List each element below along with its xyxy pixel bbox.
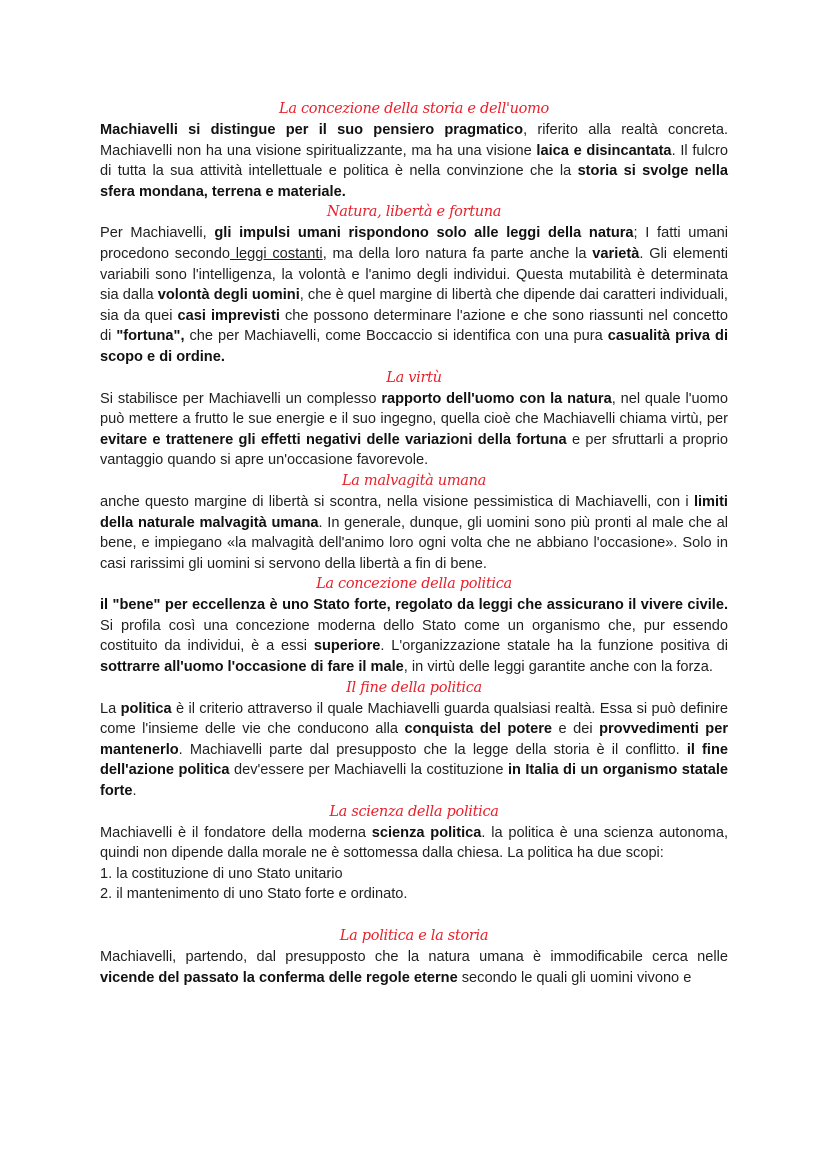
bold-text: evitare e trattenere gli effetti negativi delle variazioni della fortuna xyxy=(100,431,567,448)
text-run: , riferito alla realtà concreta. Machiavelli non ha una visione spiritualizzante, ma ha una visione xyxy=(100,122,728,159)
text-run: La xyxy=(100,700,121,717)
text-run: Machiavelli, partendo, dal presupposto che la natura umana è immodificabile cerca nelle xyxy=(100,949,728,965)
underlined-text: leggi costanti xyxy=(229,245,323,262)
section-la-scienza-della-politica xyxy=(100,802,728,926)
text-run: . Machiavelli parte dal presupposto che la legge della storia è il conflitto. xyxy=(178,741,687,758)
bold-text: limiti della naturale malvagità umana xyxy=(100,493,728,531)
bold-text: storia si svolge nella sfera mondana, terrena e materiale. xyxy=(100,163,728,200)
bold-text: volontà degli uomini xyxy=(157,287,300,304)
text-run: dev'essere per Machiavelli la costituzione xyxy=(229,762,508,779)
text-run: . Gli elementi variabili sono l'intelligenza, la volontà e l'animo degli individui. Questa mutabilità è determinata sia dalla xyxy=(100,245,728,304)
text-run: ; I fatti umani procedono secondo xyxy=(100,225,729,262)
bold-text: il "bene" per eccellenza è uno Stato forte, regolato da leggi che assicurano il vivere civile. xyxy=(100,597,728,614)
bold-text: politica xyxy=(120,700,172,717)
text-run: e dei xyxy=(552,721,600,738)
text-run: . Il fulcro di tutta la sua attività intellettuale e politica è nella convinzione che la xyxy=(100,142,729,180)
section-heading: Il fine della politica xyxy=(346,679,482,696)
text-run: . In generale, dunque, gli uomini sono più pronti al male che al bene, e impiegano «la malvagità dell'animo loro ogni volta che ne abbiano l'occasione». Solo in casi rarissimi gli uomini si servono della libertà a fin di bene. xyxy=(100,514,728,572)
bold-text: provvedimenti per mantenerlo xyxy=(100,721,729,758)
section-heading: La concezione della politica xyxy=(316,576,512,593)
bold-text: vicende del passato la conferma delle regole eterne xyxy=(100,969,458,986)
text-run: e per sfruttarli a proprio vantaggio quando si apre un'occasione favorevole. xyxy=(100,431,728,469)
section-heading: La scienza della politica xyxy=(329,803,499,820)
bold-text: "fortuna", xyxy=(116,328,185,345)
section-la-virtu xyxy=(100,368,728,471)
section-heading: La virtù xyxy=(386,369,442,386)
text-run: secondo le quali gli uomini vivono e xyxy=(457,969,692,986)
section-natura-liberta-e-fortuna xyxy=(100,202,728,367)
text-run: , in virtù delle leggi garantite anche con la forza. xyxy=(403,659,713,676)
list-item: 1. la costituzione di uno Stato unitario xyxy=(100,865,343,882)
bold-text: rapporto dell'uomo con la natura xyxy=(381,390,612,407)
text-run: Per Machiavelli, xyxy=(100,225,215,242)
text-run: , nel quale l'uomo può mettere a frutto le sue energie e il suo ingegno, quella cioè che Machiavelli chiama virtù, per xyxy=(100,390,729,428)
bold-text: casi imprevisti xyxy=(177,307,280,324)
text-run: è il criterio attraverso il quale Machiavelli guarda qualsiasi realtà. Essa si può definire come l'insieme delle vie che conducono alla xyxy=(100,700,728,738)
section-heading: La malvagità umana xyxy=(341,472,487,489)
text-run: , ma della loro natura fa parte anche la xyxy=(322,245,593,262)
document-page xyxy=(100,99,728,988)
bold-text: gli impulsi umani rispondono solo alle leggi della natura xyxy=(214,225,634,242)
section-la-concezione-della-politica xyxy=(100,574,728,677)
bold-text: laica e disincantata xyxy=(536,142,672,159)
section-la-malvagita-umana xyxy=(100,471,728,574)
text-run: . la politica è una scienza autonoma, quindi non dipende dalla morale ne è sottomessa dalla chiesa. La politica ha due scopi: xyxy=(100,824,728,862)
text-run: Machiavelli è il fondatore della moderna xyxy=(100,824,372,841)
text-run: Si profila così una concezione moderna dello Stato come un organismo che, pur essendo costituito da individui, è a essi xyxy=(100,617,728,655)
text-run: che per Machiavelli, come Boccaccio si identifica con una pura xyxy=(184,328,608,345)
section-paragraph xyxy=(100,120,728,202)
bold-text: in Italia di un organismo statale forte xyxy=(100,762,728,800)
bold-text: superiore xyxy=(313,638,381,655)
section-paragraph xyxy=(100,595,728,677)
numbered-list xyxy=(100,864,728,905)
bold-text: il fine dell'azione politica xyxy=(100,741,729,779)
bold-text: Machiavelli si distingue per il suo pensiero pragmatico xyxy=(100,122,524,138)
section-il-fine-della-politica xyxy=(100,678,728,802)
section-paragraph xyxy=(100,389,728,471)
text-run: . xyxy=(132,783,137,800)
bold-text: sottrarre all'uomo l'occasione di fare il male xyxy=(100,659,404,676)
text-run: Si stabilisce per Machiavelli un complesso xyxy=(100,390,382,407)
section-paragraph xyxy=(100,492,728,574)
text-run: , che è quel margine di libertà che dipende dai caratteri individuali, sia da quei xyxy=(100,287,728,324)
section-paragraph xyxy=(100,223,728,367)
text-run: . L'organizzazione statale ha la funzione positiva di xyxy=(380,638,728,655)
bold-text: scienza politica xyxy=(371,824,482,841)
section-la-politica-e-la-storia xyxy=(100,926,728,988)
section-heading: Natura, libertà e fortuna xyxy=(326,204,502,221)
text-run: che possono determinare l'azione e che sono riassunti nel concetto di xyxy=(100,307,728,345)
section-heading: La concezione della storia e dell'uomo xyxy=(279,101,549,117)
text-run: anche questo margine di libertà si scontra, nella visione pessimistica di Machiavelli, con i xyxy=(100,493,694,510)
section-la-concezione-della-storia-e-dell-uomo xyxy=(100,99,728,202)
section-heading: La politica e la storia xyxy=(339,928,489,944)
bold-text: varietà xyxy=(592,245,640,262)
section-paragraph xyxy=(100,699,728,802)
blank-line xyxy=(100,905,728,926)
list-item: 2. il mantenimento di uno Stato forte e ordinato. xyxy=(100,886,408,903)
section-paragraph xyxy=(100,947,728,988)
section-paragraph xyxy=(100,823,728,864)
bold-text: casualità priva di scopo e di ordine. xyxy=(100,328,728,365)
bold-text: conquista del potere xyxy=(404,721,553,738)
